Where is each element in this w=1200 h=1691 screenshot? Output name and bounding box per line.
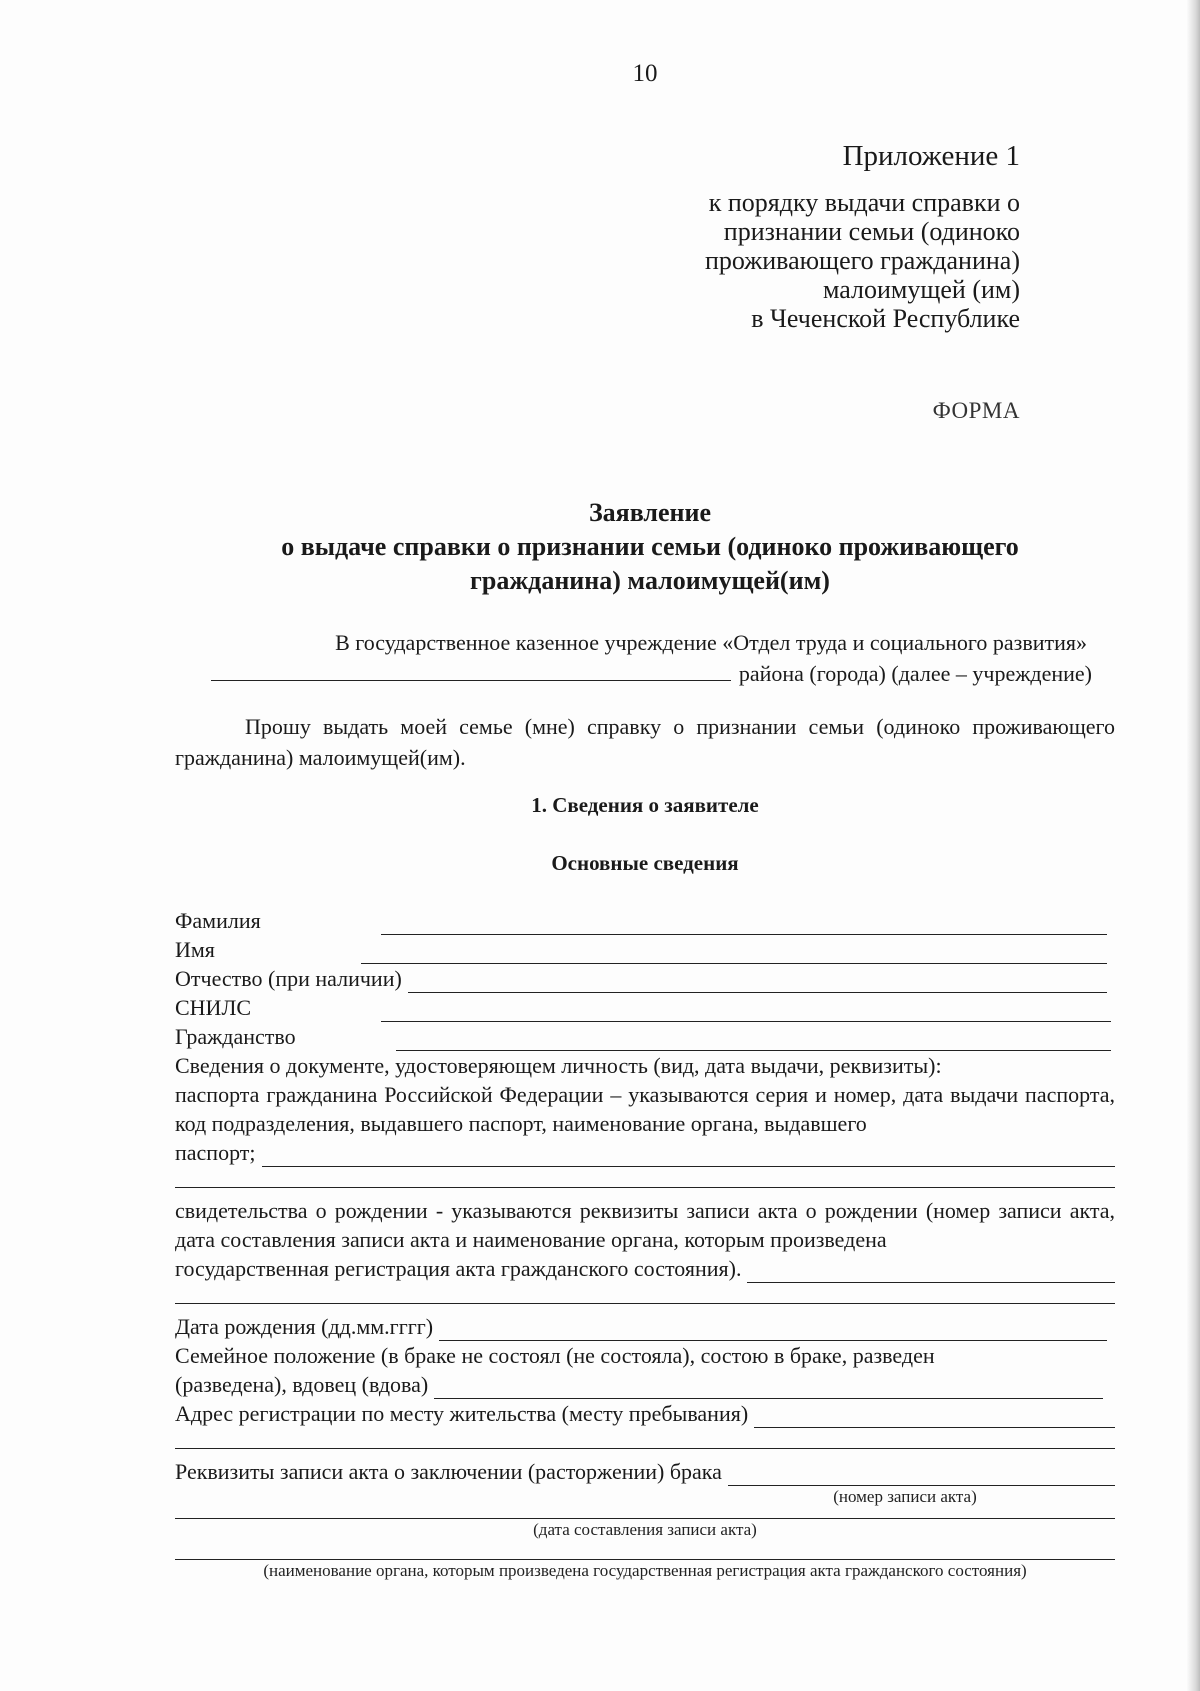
recipient-block: [175, 627, 1092, 689]
applicant-fields: [175, 906, 1115, 1582]
form-label: ФОРМА: [932, 398, 1020, 423]
address-row: [175, 1399, 1115, 1428]
surname-field[interactable]: [381, 914, 1107, 935]
birth-certificate-field-extra[interactable]: [175, 1283, 1115, 1304]
district-label: района (города) (далее – учреждение): [738, 661, 1092, 686]
birth-date-row: [175, 1312, 1115, 1341]
birth-certificate-field[interactable]: [747, 1262, 1115, 1283]
appendix-line: признании семьи (одиноко: [723, 217, 1020, 246]
marriage-record-row: [175, 1457, 1115, 1486]
page-edge-shadow: [1186, 0, 1200, 1691]
name-label: Имя: [175, 937, 215, 962]
section-title: 1. Сведения о заявителе: [531, 793, 759, 817]
passport-field-extra[interactable]: [175, 1167, 1115, 1188]
birth-certificate-row: [175, 1254, 1115, 1283]
name-field[interactable]: [361, 943, 1107, 964]
citizenship-label: Гражданство: [175, 1024, 296, 1049]
id-document-label: Сведения о документе, удостоверяющем личность (вид, дата выдачи, реквизиты):: [175, 1053, 942, 1078]
record-date-caption: (дата составления записи акта): [533, 1520, 757, 1539]
passport-field[interactable]: [262, 1146, 1115, 1167]
patronymic-field[interactable]: [408, 972, 1107, 993]
patronymic-row: [175, 964, 1115, 993]
appendix-line: в Чеченской Республике: [751, 304, 1020, 333]
appendix-reference: [705, 188, 1020, 333]
authority-caption: (наименование органа, которым произведена государственная регистрация акта гражданского состояния): [263, 1561, 1027, 1580]
title-line: Заявление: [588, 498, 712, 527]
passport-row: [175, 1138, 1115, 1167]
request-text: Прошу выдать моей семье (мне) справку о признании семьи (одиноко проживающего гражданина) малоимущей(им).: [175, 714, 1115, 770]
passport-end-label: паспорт;: [175, 1140, 256, 1165]
marital-status-row: [175, 1370, 1115, 1399]
appendix-line: малоимущей (им): [822, 275, 1020, 304]
marital-status-text: Семейное положение (в браке не состоял (не состояла), состою в браке, разведен: [175, 1343, 935, 1368]
record-number-caption: (номер записи акта): [833, 1487, 977, 1506]
marriage-record-label: Реквизиты записи акта о заключении (расторжении) брака: [175, 1459, 722, 1484]
appendix-title: Приложение 1: [842, 140, 1020, 172]
marital-status-end-label: (разведена), вдовец (вдова): [175, 1372, 429, 1397]
surname-row: [175, 906, 1115, 935]
marital-status-field[interactable]: [434, 1378, 1103, 1399]
record-date-field[interactable]: [175, 1508, 1115, 1519]
passport-text: паспорта гражданина Российской Федерации – указываются серия и номер, дата выдачи паспорта, код подразделения, выдавшего паспорт, наименование органа, выдавшего: [175, 1082, 1115, 1136]
snils-label: СНИЛС: [175, 995, 252, 1020]
appendix-line: к порядку выдачи справки о: [708, 188, 1020, 217]
address-label: Адрес регистрации по месту жительства (месту пребывания): [175, 1401, 749, 1426]
title-line: о выдаче справки о признании семьи (одиноко проживающего: [281, 532, 1019, 561]
title-line: гражданина) малоимущей(им): [470, 566, 830, 595]
address-field-extra[interactable]: [175, 1428, 1115, 1449]
authority-field[interactable]: [175, 1541, 1115, 1560]
document-title: [175, 496, 1125, 598]
snils-field[interactable]: [381, 1001, 1111, 1022]
snils-row: [175, 993, 1115, 1022]
citizenship-field[interactable]: [396, 1030, 1111, 1051]
page-number: 10: [632, 60, 658, 87]
name-row: [175, 935, 1115, 964]
request-paragraph: [175, 711, 1115, 773]
citizenship-row: [175, 1022, 1115, 1051]
appendix-line: проживающего гражданина): [705, 246, 1020, 275]
address-field[interactable]: [754, 1407, 1115, 1428]
subsection-title: Основные сведения: [551, 851, 739, 875]
district-input-line[interactable]: [211, 662, 731, 681]
birth-date-field[interactable]: [439, 1320, 1107, 1341]
birth-date-label: Дата рождения (дд.мм.гггг): [175, 1314, 434, 1339]
surname-label: Фамилия: [175, 908, 261, 933]
recipient-line: В государственное казенное учреждение «Отдел труда и социального развития»: [335, 630, 1087, 655]
patronymic-label: Отчество (при наличии): [175, 966, 402, 991]
birth-certificate-text: свидетельства о рождении - указываются реквизиты записи акта о рождении (номер записи акта, дата составления записи акта и наименование органа, которым произведена: [175, 1198, 1115, 1252]
birth-certificate-end-label: государственная регистрация акта гражданского состояния).: [175, 1256, 742, 1281]
record-number-field[interactable]: [728, 1465, 1115, 1486]
recipient-district-row: [175, 658, 1092, 689]
